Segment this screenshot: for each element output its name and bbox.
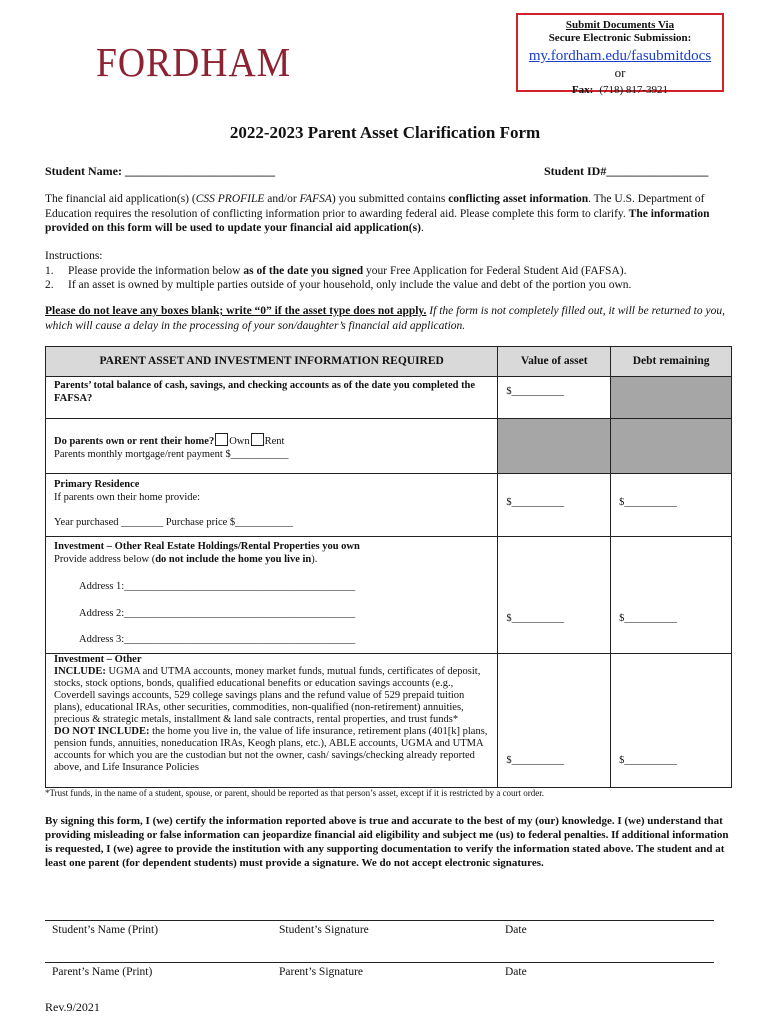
primary-residence: Primary Residence If parents own their home provide: Year purchased ________ Purchase price $___________ xyxy=(46,474,498,537)
cash-debt-disabled xyxy=(611,377,732,419)
parent-signature-line[interactable] xyxy=(45,962,714,963)
real-estate-holdings: Investment – Other Real Estate Holdings/Rental Properties you own Provide address below (do not include the home you live in). Address 1:____________________________________________ Address 2:____________________________________________ Address 3:____________________________________________ xyxy=(46,537,498,654)
fax-number: (718) 817-3921 xyxy=(599,84,669,96)
own-rent-value-disabled xyxy=(498,419,611,474)
residence-debt-field[interactable]: $__________ xyxy=(611,474,732,537)
cash-savings-question: Parents’ total balance of cash, savings, and checking accounts as of the date you completed the FAFSA? xyxy=(46,377,498,419)
submission-info-box xyxy=(516,13,724,96)
fax-line xyxy=(518,84,722,97)
instruction-item: 2. If an asset is owned by multiple parties outside of your household, only include the value and debt of the portion you own. xyxy=(45,279,632,291)
intro-paragraph: The financial aid application(s) (CSS PROFILE and/or FAFSA) you submitted contains conflicting asset information. The U.S. Department of Education requires the resolution of conflicting information prior to awarding federal aid. Please complete this form to clarify. The information provided on this form will be used to update your financial aid application(s). xyxy=(45,193,710,234)
real-estate-value-field[interactable]: $__________ xyxy=(498,537,611,654)
investment-value-field[interactable]: $__________ xyxy=(498,654,611,788)
cash-value-field[interactable]: $__________ xyxy=(498,377,611,419)
header-asset-info: PARENT ASSET AND INVESTMENT INFORMATION REQUIRED xyxy=(46,347,498,377)
parent-print-label: Parent’s Name (Print) xyxy=(52,966,153,978)
submission-heading: Submit Documents Via xyxy=(565,19,675,31)
fordham-logo: FORDHAM xyxy=(96,39,292,85)
investment-other: Investment – Other INCLUDE: UGMA and UTMA accounts, money market funds, mutual funds, certificates of deposit, stocks, stock options, bonds, qualified educational benefits or education savings accounts (e.g., Coverdell savings accounts, 529 college savings plans and the refund value of 529 prepaid tuition plans), educational IRAs, other securities, commodities, non-qualified (non-retirement) annuities, precious & strategic metals, installment & land sale contracts, rental properties, and trust funds* DO NOT INCLUDE: the home you live in, the value of life insurance, retirement plans (401[k] plans, pension funds, annuities, noneducation IRAs, Keogh plans, etc.), ABLE accounts, UGMA and UTMA accounts for which you are the custodian but not the owner, cash/ savings/checking already reported above, and Life Insurance Policies xyxy=(46,654,498,788)
student-signature-label: Student’s Signature xyxy=(279,924,369,936)
address-1-field[interactable]: Address 1:____________________________________________ xyxy=(79,581,356,592)
table-row xyxy=(46,654,732,788)
table-row xyxy=(46,474,732,537)
instruction-item: 1. Please provide the information below as of the date you signed your Free Application for Federal Student Aid (FAFSA). xyxy=(45,264,627,277)
investment-debt-field[interactable]: $__________ xyxy=(611,654,732,788)
parent-date-label: Date xyxy=(505,966,527,978)
table-header-row xyxy=(46,347,732,377)
student-id-field[interactable]: Student ID#_________________ xyxy=(544,164,709,178)
student-signature-line[interactable] xyxy=(45,920,714,921)
address-3-field[interactable]: Address 3:____________________________________________ xyxy=(79,634,356,645)
own-rent-question: Do parents own or rent their home? Own Rent Parents monthly mortgage/rent payment $___________ xyxy=(46,419,498,474)
table-row xyxy=(46,537,732,654)
student-print-label: Student’s Name (Print) xyxy=(52,924,159,936)
own-checkbox[interactable] xyxy=(215,433,228,446)
asset-table xyxy=(45,346,732,788)
student-date-label: Date xyxy=(505,924,527,936)
student-name-field[interactable]: Student Name: _________________________ xyxy=(45,164,275,178)
year-purchase-field[interactable]: Year purchased ________ Purchase price $___________ xyxy=(54,517,293,528)
form-title: 2022-2023 Parent Asset Clarification Form xyxy=(229,123,541,142)
header-value: Value of asset xyxy=(498,347,611,377)
submission-or: or xyxy=(614,65,626,80)
instructions-heading: Instructions: xyxy=(45,250,103,262)
real-estate-debt-field[interactable]: $__________ xyxy=(611,537,732,654)
header-debt: Debt remaining xyxy=(611,347,732,377)
fax-label: Fax: xyxy=(571,84,594,96)
own-rent-debt-disabled xyxy=(611,419,732,474)
revision-label: Rev.9/2021 xyxy=(45,1000,100,1014)
mortgage-rent-payment[interactable]: Parents monthly mortgage/rent payment $___________ xyxy=(54,448,289,460)
parent-signature-label: Parent’s Signature xyxy=(279,966,363,978)
trust-footnote: *Trust funds, in the name of a student, spouse, or parent, should be reported as that person’s asset, except if it is restricted by a court order. xyxy=(45,788,545,798)
table-row xyxy=(46,419,732,474)
table-row xyxy=(46,377,732,419)
residence-value-field[interactable]: $__________ xyxy=(498,474,611,537)
address-2-field[interactable]: Address 2:____________________________________________ xyxy=(79,607,356,619)
submission-link[interactable]: my.fordham.edu/fasubmitdocs xyxy=(528,48,712,64)
instructions xyxy=(45,249,730,293)
certification-statement: By signing this form, I (we) certify the information reported above is true and accurate to the best of my (our) knowledge. I (we) understand that providing misleading or false information can jeopardize financial aid eligibility and subject me (us) to federal penalties. If additional information is requested, I (we) agree to provide the institution with any supporting documentation to verify the information stated above. The student and at least one parent (for dependent students) must provide a signature. We do not accept electronic signatures. xyxy=(45,815,729,869)
warning-note: Please do not leave any boxes blank; write “0” if the asset type does not apply. If the form is not completely filled out, it will be returned to you, which will cause a delay in the processing of your son/daughter’s financial aid application. xyxy=(45,305,725,332)
rent-checkbox[interactable] xyxy=(251,433,264,446)
submission-subheading: Secure Electronic Submission: xyxy=(548,32,692,44)
